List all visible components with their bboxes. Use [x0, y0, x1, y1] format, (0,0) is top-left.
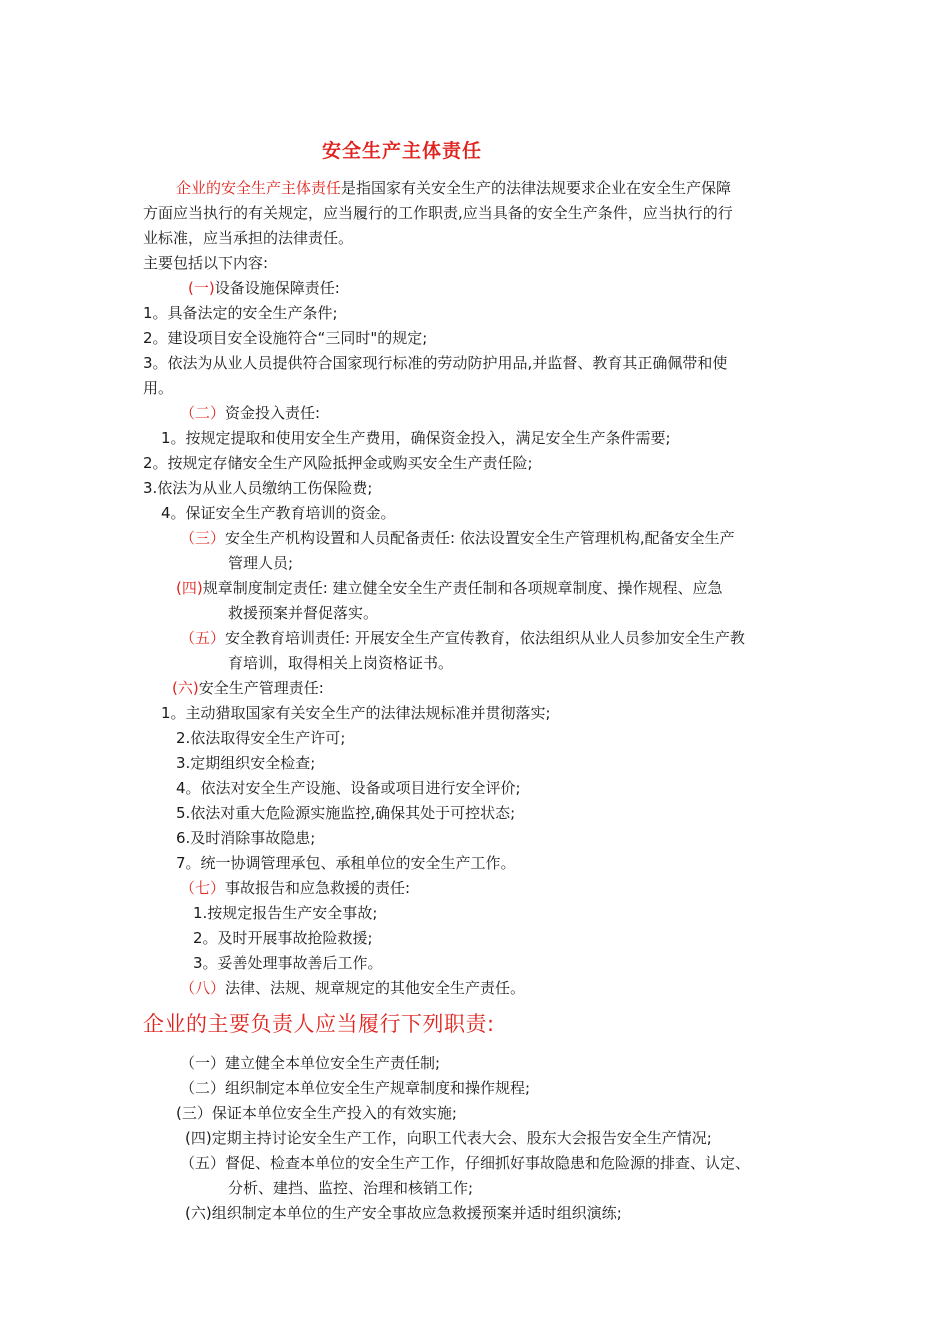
section-7-label: 事故报告和应急救援的责任: — [225, 879, 411, 897]
section-3-text: 安全生产机构设置和人员配备责任: 依法设置安全生产管理机构,配备安全生产 — [225, 529, 735, 547]
section-8-number: （八） — [180, 979, 226, 997]
section-4-number: (四) — [176, 579, 203, 597]
duty-item: （一）建立健全本单位安全生产责任制; — [180, 1054, 441, 1072]
section-7-number: （七） — [180, 879, 226, 897]
section-5-continuation: 育培训，取得相关上岗资格证书。 — [228, 654, 454, 672]
section-3-number: （三） — [180, 529, 226, 547]
intro-rest: 是指国家有关安全生产的法律法规要求企业在安全生产保障 — [341, 179, 732, 197]
section-2-heading — [180, 402, 320, 424]
section-1-item: 3。依法为从业人员提供符合国家现行标准的劳动防护用品,并监督、教育其正确佩带和使 — [143, 354, 728, 372]
section-3-continuation: 管理人员; — [228, 554, 294, 572]
section-5-text: 安全教育培训责任: 开展安全生产宣传教育，依法组织从业人员参加安全生产教 — [225, 629, 745, 647]
intro-term: 企业的安全生产主体责任 — [176, 179, 342, 197]
section-1-label: 设备设施保障责任: — [214, 279, 340, 297]
section-1-heading — [188, 277, 340, 299]
section-6-item: 6.及时消除事故隐患; — [176, 829, 316, 847]
section-2-number: （二） — [180, 404, 226, 422]
section-3-heading — [180, 527, 735, 549]
intro-line-3: 业标准，应当承担的法律责任。 — [143, 229, 354, 247]
section-5-number: （五） — [180, 629, 226, 647]
section-1-number: (一) — [188, 279, 215, 297]
section-6-label: 安全生产管理责任: — [198, 679, 324, 697]
section-7-item: 2。及时开展事故抢险救援; — [193, 929, 373, 947]
section-7-item: 3。妥善处理事故善后工作。 — [193, 954, 383, 972]
section-6-item: 4。依法对安全生产设施、设备或项目进行安全评价; — [176, 779, 521, 797]
section-1-item: 用。 — [143, 379, 174, 397]
section-6-heading — [172, 677, 324, 699]
section-7-item: 1.按规定报告生产安全事故; — [193, 904, 378, 922]
section-2-item: 2。按规定存储安全生产风险抵押金或购买安全生产责任险; — [143, 454, 533, 472]
section-4-text: 规章制度制定责任: 建立健全安全生产责任制和各项规章制度、操作规程、应急 — [202, 579, 723, 597]
section-8-heading — [180, 977, 525, 999]
section-2-item: 3.依法为从业人员缴纳工伤保险费; — [143, 479, 373, 497]
intro-line-1 — [176, 177, 731, 199]
duty-item: (六)组织制定本单位的生产安全事故应急救援预案并适时组织演练; — [185, 1204, 622, 1222]
section-2-item: 1。按规定提取和使用安全生产费用，确保资金投入，满足安全生产条件需要; — [161, 429, 671, 447]
section-8-label: 法律、法规、规章规定的其他安全生产责任。 — [225, 979, 526, 997]
section-7-heading — [180, 877, 410, 899]
section-1-item: 1。具备法定的安全生产条件; — [143, 304, 338, 322]
section-6-item: 2.依法取得安全生产许可; — [176, 729, 346, 747]
duty-item: （五）督促、检查本单位的安全生产工作，仔细抓好事故隐患和危险源的排查、认定、 — [180, 1154, 751, 1172]
section-1-item: 2。建设项目安全设施符合“三同时"的规定; — [143, 329, 428, 347]
duty-item-continuation: 分析、建挡、监控、治理和核销工作; — [228, 1179, 474, 1197]
section-6-item: 7。统一协调管理承包、承租单位的安全生产工作。 — [176, 854, 516, 872]
duty-item: (四)定期主持讨论安全生产工作，向职工代表大会、股东大会报告安全生产情况; — [185, 1129, 712, 1147]
section-6-number: (六) — [172, 679, 199, 697]
section-2-item: 4。保证安全生产教育培训的资金。 — [161, 504, 396, 522]
section-6-item: 1。主动猎取国家有关安全生产的法律法规标准并贯彻落实; — [161, 704, 551, 722]
duty-item: (三）保证本单位安全生产投入的有效实施; — [176, 1104, 457, 1122]
section-4-heading — [176, 577, 723, 599]
section-6-item: 3.定期组织安全检查; — [176, 754, 316, 772]
section-4-continuation: 救援预案并督促落实。 — [228, 604, 379, 622]
section-2-label: 资金投入责任: — [225, 404, 321, 422]
document-title: 安全生产主体责任 — [322, 140, 483, 162]
responsibilities-heading: 企业的主要负责人应当履行下列职责: — [143, 1012, 495, 1036]
duty-item: （二）组织制定本单位安全生产规章制度和操作规程; — [180, 1079, 531, 1097]
section-5-heading — [180, 627, 745, 649]
intro-line-2: 方面应当执行的有关规定，应当履行的工作职责,应当具备的安全生产条件，应当执行的行 — [143, 204, 733, 222]
section-6-item: 5.依法对重大危险源实施监控,确保其处于可控状态; — [176, 804, 516, 822]
intro-line-4: 主要包括以下内容: — [143, 254, 269, 272]
